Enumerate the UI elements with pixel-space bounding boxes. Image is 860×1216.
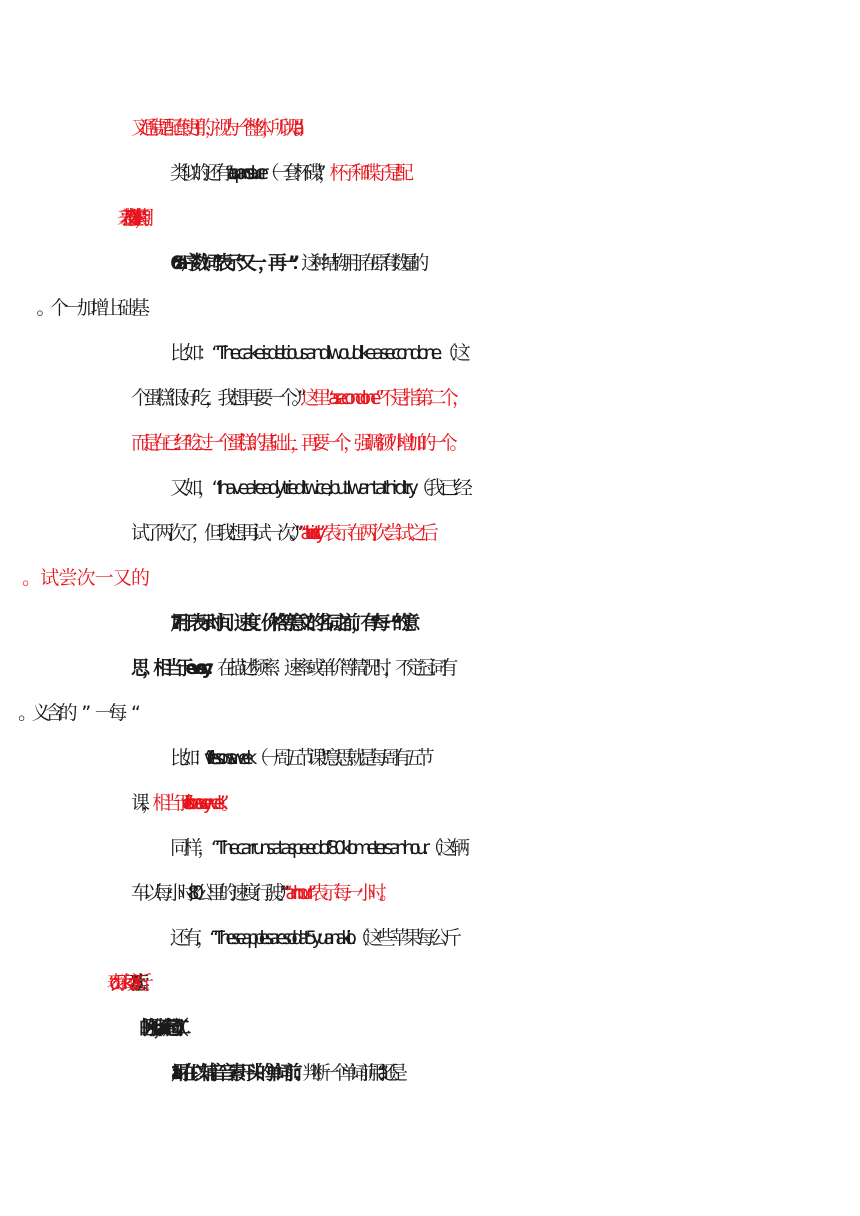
body-text: 还有，“These apples are sold at 5 yuan a kilo.（这些苹果每公斤 — [170, 927, 456, 949]
body-text: 试了两次了，但我想再试一次。）” — [131, 522, 298, 544]
body-text: 个蛋糕很好吃，我想再要一个。）” — [131, 387, 301, 409]
bold-heading-text: 思，相当于 every： — [131, 657, 217, 679]
text-line — [170, 609, 860, 637]
text-line — [131, 294, 860, 322]
text-line — [170, 339, 860, 367]
body-text: 同样，“The car runs at a speed of 80 kilometers an hour.（这辆 — [170, 837, 465, 859]
body-text: 判断一个单词前用“a”还是 — [302, 1062, 399, 1084]
body-text: 类似的还有“a cup and saucer（一套杯碟）”， — [170, 162, 330, 184]
text-line — [170, 744, 860, 772]
highlighted-text: 这里“a second one”不是指第二个， — [300, 387, 465, 409]
text-line — [131, 969, 860, 997]
body-text: 车以每小时 80 公里的速度行驶。）” — [131, 882, 283, 904]
body-text: 又如，“I have already tried twice, but I want a third try.（我已经 — [170, 477, 468, 499]
text-line — [170, 834, 860, 862]
bold-heading-text: 6.“a + 序数词”表示“又一，再一”： — [170, 252, 302, 274]
text-line — [131, 429, 860, 457]
highlighted-text: 叉通常是配套使用的，视为一个整体，所以用“a”。 — [131, 117, 302, 139]
text-line — [131, 879, 860, 907]
highlighted-text: “a third try”表示在两次尝试之后 — [297, 522, 433, 544]
bold-heading-text: 1.a 用在以辅音音素开头的单词前： — [170, 1062, 303, 1084]
text-line — [170, 159, 860, 187]
text-line — [170, 1059, 860, 1087]
highlighted-text: 而是在已经吃过一个蛋糕的基础上，再要一个，强调额外增加的一个。 — [131, 432, 461, 454]
text-line — [131, 789, 860, 817]
highlighted-text: 杯子和碟子是配 — [329, 162, 406, 184]
body-text: 比如：“The cake is delicious and I would like a second one.（这 — [170, 342, 466, 364]
text-line — [170, 249, 860, 277]
text-line — [131, 384, 860, 412]
text-line — [131, 114, 860, 142]
body-text: 课， — [131, 792, 153, 814]
text-line — [131, 699, 860, 727]
text-line — [131, 519, 860, 547]
body-text: 比如：“five lessons a week（一周五节课）”意思就是每周有五节 — [170, 747, 428, 769]
highlighted-text: “an hour”表示每一小时。 — [282, 882, 391, 904]
body-text: 这种结构用于在原有数量的 — [301, 252, 421, 274]
text-line — [170, 1014, 860, 1042]
text-line — [131, 654, 860, 682]
text-line — [131, 204, 860, 232]
bold-heading-text: 7.用于表示时间、速度、价格等意义的名词之前，有“每一”的意 — [170, 612, 411, 634]
text-line — [170, 474, 860, 502]
text-line — [170, 924, 860, 952]
highlighted-text: “a kilo”表示每公斤。 — [131, 972, 150, 994]
text-line — [131, 564, 860, 592]
body-text: 在描述频率、速率或单价等情况时，不定冠词有 — [216, 657, 451, 679]
highlighted-text: 相当于“five lessons every week”。 — [152, 792, 232, 814]
